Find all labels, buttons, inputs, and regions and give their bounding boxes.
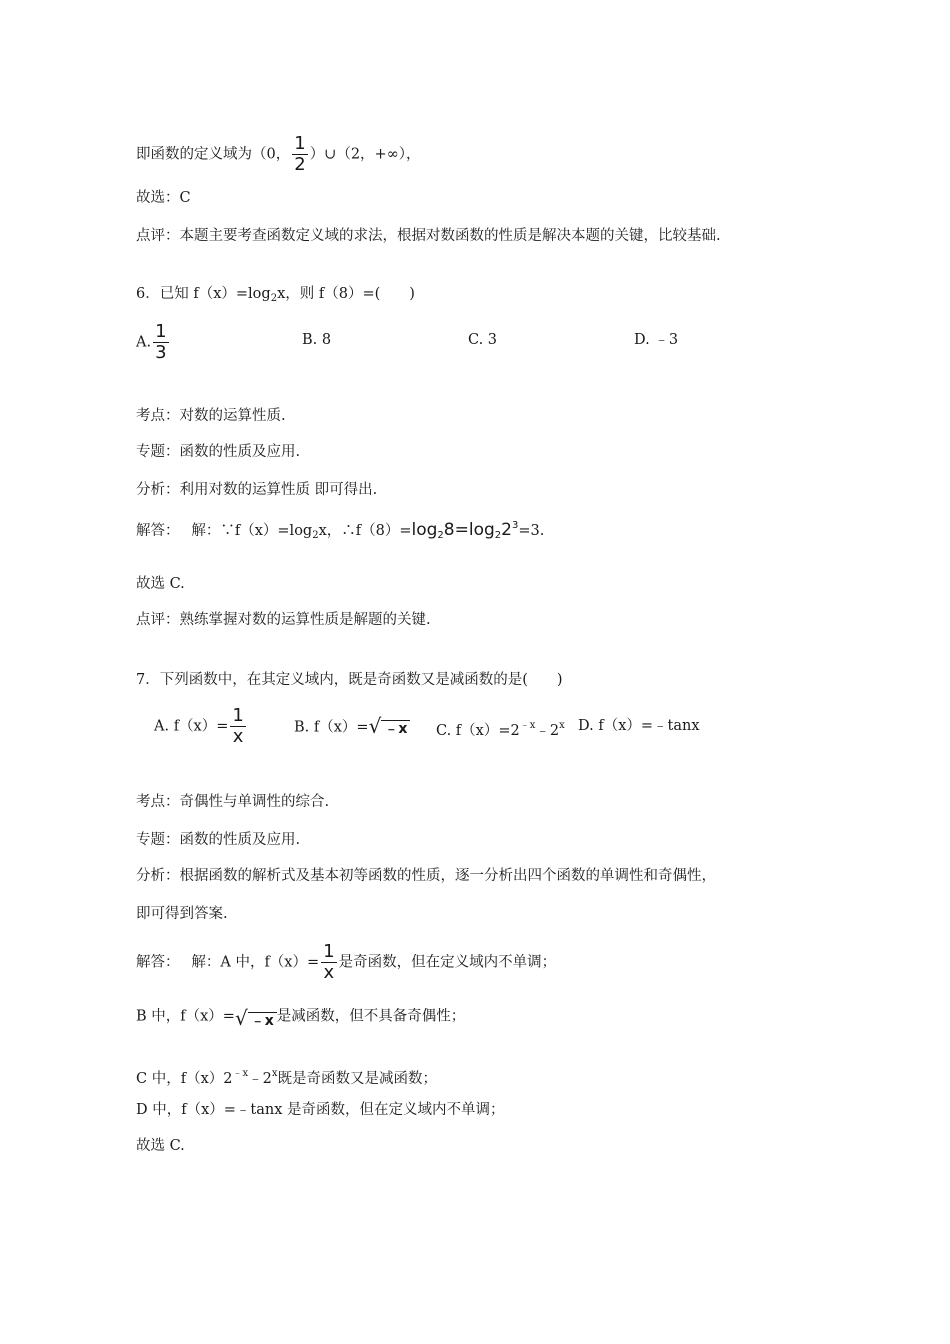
- log-base: 2: [437, 530, 444, 541]
- q7-jie-d: D 中，f（x）=﹣tanx 是奇函数，但在定义域内不单调；: [136, 1102, 505, 1118]
- fraction-denominator: 3: [155, 342, 167, 363]
- q6-stem: [136, 284, 415, 309]
- q7-jie-b-post: 是减函数，但不具备奇偶性；: [276, 1008, 466, 1025]
- domain-text-pre: 即函数的定义域为（0，: [136, 146, 291, 163]
- q7-jie-c-post: 既是奇函数又是减函数；: [277, 1071, 437, 1087]
- q7-jie-c: [136, 1064, 437, 1089]
- fraction-numerator: 1: [294, 133, 306, 154]
- q7-jie-c-mid: ﹣2: [248, 1071, 272, 1087]
- prev-comment: 点评：本题主要考查函数定义域的求法，根据对数函数的性质是解决本题的关键，比较基础.: [136, 228, 721, 244]
- q7-option-d: D. f（x）=﹣tanx: [578, 718, 700, 734]
- q7-fenxi-1: 分析：根据函数的解析式及基本初等函数的性质，逐一分析出四个函数的单调性和奇偶性，: [136, 868, 716, 884]
- q7-option-b-pre: B. f（x）=: [294, 719, 369, 736]
- q7-option-a-pre: A. f（x）=: [154, 718, 229, 735]
- q7-option-c-mid: ﹣2: [535, 723, 560, 739]
- q7-stem: 7．下列函数中，在其定义域内，既是奇函数又是减函数的是( ): [136, 672, 563, 688]
- q6-option-c: C. 3: [468, 332, 498, 348]
- q6-option-b: B. 8: [302, 332, 332, 348]
- q6-log-expression: [412, 520, 519, 540]
- radicand: ﹣x: [248, 1012, 277, 1029]
- q7-jie-b: [136, 1002, 465, 1031]
- q6-option-a-label: A.: [136, 334, 152, 351]
- q7-jie-a-post: 是奇函数，但在定义域内不单调；: [338, 954, 557, 971]
- log-text-2: 8=log: [443, 520, 495, 540]
- q6-option-a: [136, 322, 171, 363]
- q6-jieda-end: =3.: [518, 523, 545, 539]
- log-base-2: 2: [494, 530, 502, 541]
- q6-option-d: D. ﹣3: [634, 332, 679, 348]
- fraction-numerator: 1: [323, 941, 335, 962]
- q7-jie-a-pre: 解答： 解：A 中，f（x）=: [136, 954, 320, 971]
- fraction-numerator: 1: [232, 705, 244, 726]
- q7-answer: 故选 C.: [136, 1138, 185, 1154]
- q6-stem-subscript: 2: [270, 293, 278, 304]
- exponent: ﹣x: [519, 720, 536, 731]
- q6-zhuanti: 专题：函数的性质及应用.: [136, 444, 301, 460]
- q6-jieda-pre: 解答： 解：∵f（x）=log: [136, 523, 313, 539]
- q7-zhuanti: 专题：函数的性质及应用.: [136, 832, 301, 848]
- fraction-denominator: 2: [294, 154, 306, 175]
- domain-text-post: ）∪（2，+∞），: [309, 146, 421, 163]
- exponent: ﹣x: [232, 1068, 249, 1079]
- q6-answer: 故选 C.: [136, 576, 185, 592]
- log-text: log: [411, 520, 438, 540]
- q6-stem-pre: 6．已知 f（x）=log: [136, 286, 271, 302]
- q7-option-b: [294, 716, 410, 739]
- q7-option-c-pre: C. f（x）=2: [436, 723, 520, 739]
- exponent: x: [559, 720, 565, 731]
- q6-stem-post: x，则 f（8）=( ): [277, 286, 415, 302]
- radicand: ﹣x: [381, 720, 410, 737]
- fraction-one-third: [153, 322, 168, 363]
- q6-jieda-subscript: 2: [312, 530, 319, 541]
- fraction-denominator: x: [232, 726, 244, 747]
- fraction-one-over-x: [230, 706, 245, 747]
- fraction-denominator: x: [323, 962, 335, 983]
- q7-fenxi-2: 即可得到答案.: [136, 906, 228, 922]
- exponent: x: [271, 1068, 278, 1079]
- q7-jie-a: [136, 942, 556, 983]
- sqrt-symbol: √ ﹣x: [369, 716, 411, 739]
- q7-option-c: [436, 716, 565, 741]
- q6-comment: 点评：熟练掌握对数的运算性质是解题的关键.: [136, 612, 431, 628]
- prev-answer: 故选：C: [136, 190, 191, 206]
- q6-jieda: [136, 516, 544, 546]
- q7-jie-b-pre: B 中，f（x）=: [136, 1008, 235, 1025]
- sqrt-symbol: √ ﹣x: [235, 1008, 277, 1031]
- power-base: 2: [501, 520, 512, 540]
- power-exponent: 3: [511, 520, 519, 531]
- q6-jieda-mid: x，∴f（8）=: [318, 523, 412, 539]
- q6-kaodian: 考点：对数的运算性质.: [136, 408, 286, 424]
- q7-jie-c-pre: C 中，f（x）2: [136, 1071, 233, 1087]
- fraction-one-half: [292, 134, 307, 175]
- q6-fenxi: 分析：利用对数的运算性质 即可得出.: [136, 482, 378, 498]
- q7-kaodian: 考点：奇偶性与单调性的综合.: [136, 794, 330, 810]
- fraction-numerator: 1: [155, 321, 167, 342]
- domain-line: [136, 134, 421, 175]
- q7-option-a: [154, 706, 248, 747]
- fraction-one-over-x: [321, 942, 336, 983]
